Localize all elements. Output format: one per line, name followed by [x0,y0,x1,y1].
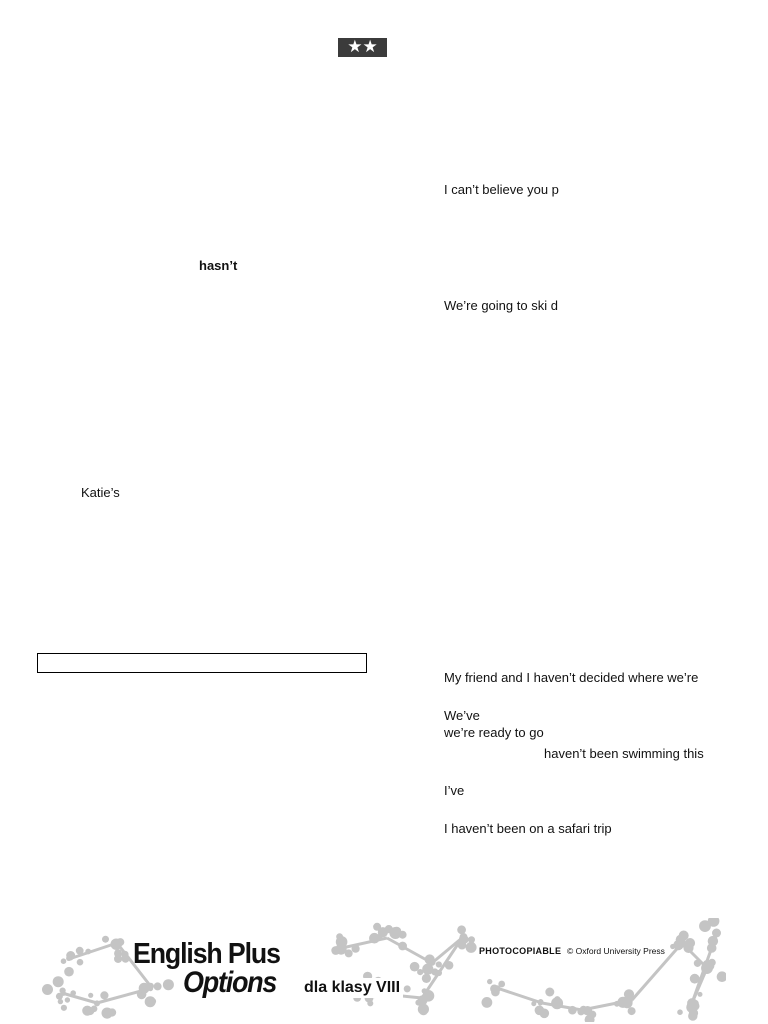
pattern-dot [102,936,109,943]
pattern-dot [468,936,475,943]
pattern-dot [422,964,433,975]
pattern-link [497,988,542,1003]
footer-dot-pattern [42,918,726,1022]
photocopiable-label: PHOTOCOPIABLE [479,946,562,956]
sentence-line-7: I’ve [444,783,465,798]
pattern-dot [461,942,466,947]
sentence-line-3: My friend and I haven’t decided where we’re [444,670,699,685]
pattern-dot [88,993,93,998]
pattern-dot [699,920,711,932]
pattern-dot [385,925,393,933]
pattern-dot [331,946,340,955]
sentence-line-6: haven’t been swimming this [544,746,704,761]
sentence-line-4: We’ve [444,708,480,723]
pattern-dot [336,933,343,940]
pattern-dot [154,982,162,990]
pattern-dot [114,950,122,958]
pattern-link [342,938,387,948]
pattern-dot [77,959,84,966]
sentence-line-2: We’re going to ski d [444,298,558,313]
pattern-dot [691,1002,699,1010]
pattern-dot [86,1007,94,1015]
answer-box[interactable] [37,653,367,673]
pattern-dot [61,958,67,964]
pattern-dot [53,976,64,987]
pattern-dot [65,997,70,1002]
pattern-dot [677,1009,683,1015]
pattern-dot [163,979,174,990]
copyright-notice: © Oxford University Press [567,946,665,956]
pattern-dot [698,992,703,997]
pattern-dot [100,991,108,999]
pattern-dot [628,1007,636,1015]
pattern-dot [404,985,411,992]
word-fragment-katies: Katie’s [81,485,120,500]
word-fragment-hasnt: hasn’t [199,258,238,273]
pattern-dot [102,1008,113,1019]
brand-grade-label: dla klasy VIII [301,978,403,998]
pattern-dot [42,984,53,995]
pattern-dot [415,1000,421,1006]
pattern-dot [545,988,554,997]
pattern-dot [436,961,442,967]
sentence-line-5: we’re ready to go [444,725,544,740]
brand-title-english-plus: English Plus [133,938,280,970]
pattern-link [387,938,432,963]
pattern-dot [457,925,466,934]
pattern-dot [58,999,63,1004]
difficulty-stars-badge: ★★ [338,38,387,57]
sentence-line-8: I haven’t been on a safari trip [444,821,612,836]
pattern-dot [670,944,675,949]
pattern-dot [422,974,431,983]
pattern-dot [679,931,689,941]
pattern-dot [717,971,726,982]
pattern-dot [482,997,493,1008]
pattern-dot [535,1006,545,1016]
pattern-dot [145,996,156,1007]
brand-title-options: Options [183,966,277,999]
pattern-dot [487,979,492,984]
pattern-dot [466,942,477,953]
sentence-line-1: I can’t believe you p [444,182,559,197]
pattern-dot [64,967,74,977]
pattern-dot [61,1005,67,1011]
pattern-dot [66,956,71,961]
